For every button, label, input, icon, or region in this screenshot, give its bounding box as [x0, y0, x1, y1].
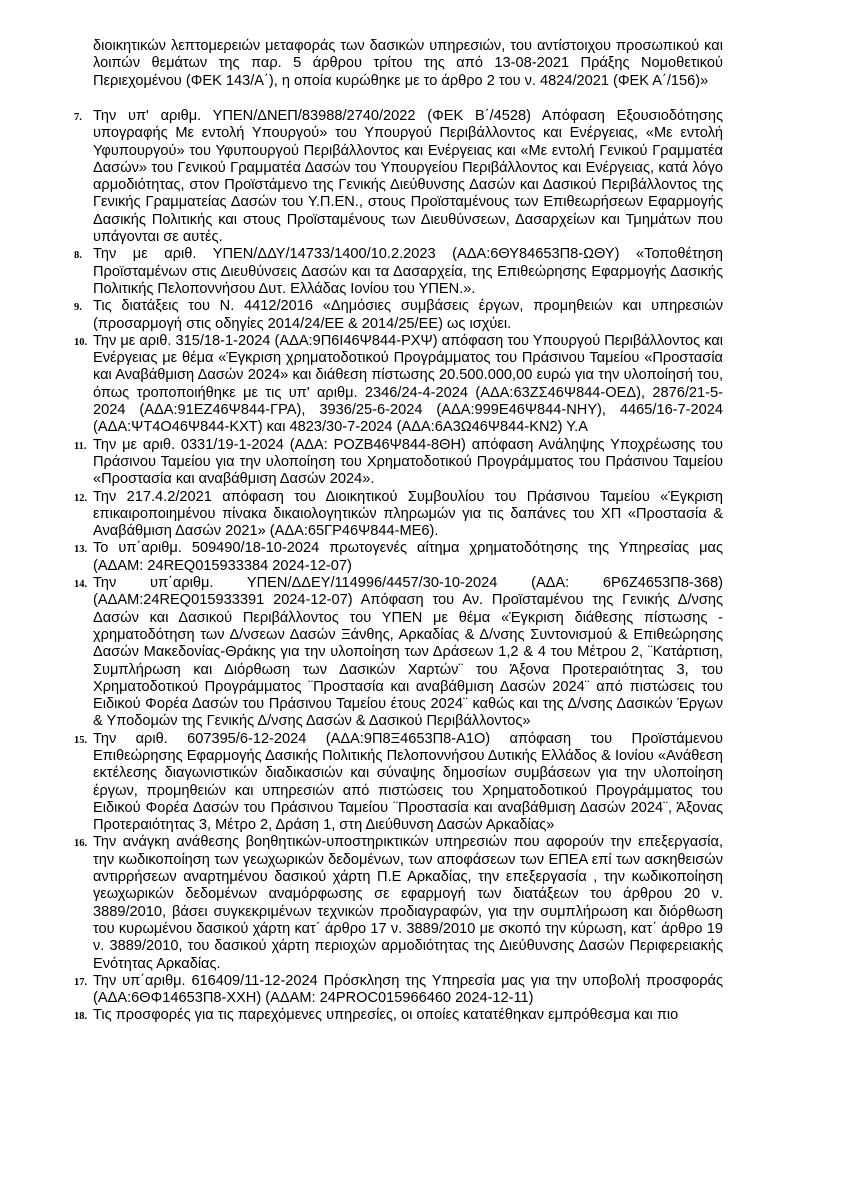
list-item — [0, 834, 723, 972]
item-number: 10. — [74, 336, 88, 348]
item-text: Την αριθ. 607395/6-12-2024 (ΑΔΑ:9Π8Ξ4653Π8-Α1Ο) απόφαση του Προϊστάμενου Επιθεώρησης Εφαρμογής Δασικής Πολιτικής Πελοποννήσου Δυτικής Ελλάδος & Ιονίου «Ανάθεση εκτέλεσης διαγωνιστικών διαδικασιών και σύναψης δημοσίων συμβάσεων για την υλοποίηση έργων, προμηθειών και υπηρεσιών από πιστώσεις του Χρηματοδοτικού Προγράμματος του Ειδικού Φορέα Δασών του Πράσινου Ταμείου ¨Προστασία και αναβάθμιση Δασών 2024¨, Άξονας Προτεραιότητας 3, Μέτρο 2, Δράση 1, στη Διεύθυνση Δασών Αρκαδίας» — [93, 730, 723, 834]
item-number: 12. — [74, 492, 88, 504]
list-item — [0, 489, 723, 541]
list-item — [0, 333, 723, 437]
item-text: Την με αριθ. 0331/19-1-2024 (ΑΔΑ: ΡΟΖΒ46Ψ844-8ΘΗ) απόφαση Ανάληψης Υποχρέωσης του Πράσινου Ταμείου για την υλοποίηση του Χρηματοδοτικού Προγράμματος του Πράσινου Ταμείου «Προστασία και αναβάθμιση Δασών 2024». — [93, 436, 723, 488]
item-number: 18. — [74, 1011, 88, 1023]
list-item — [0, 973, 723, 1008]
item-number: 16. — [74, 838, 88, 850]
list-item — [0, 298, 723, 333]
item-text: Το υπ΄αριθμ. 509490/18-10-2024 πρωτογενές αίτημα χρηματοδότησης της Υπηρεσίας μας (ΑΔΑΜ: 24REQ015933384 2024-12-07) — [93, 540, 723, 574]
intro-paragraph: διοικητικών λεπτομερειών μεταφοράς των δασικών υπηρεσιών, του αντίστοιχου προσωπικού και λοιπών θεμάτων της παρ. 5 άρθρου τρίτου της από 13-08-2021 Πράξης Νομοθετικού Περιεχομένου (ΦΕΚ 143/Α΄), η οποία κυρώθηκε με το άρθρο 2 του ν. 4824/2021 (ΦΕΚ Α΄/156)» — [93, 38, 723, 89]
item-text: Την υπ΄αριθμ. ΥΠΕΝ/ΔΔΕΥ/114996/4457/30-10-2024 (ΑΔΑ: 6Ρ6Ζ4653Π8-368) (ΑΔΑΜ:24REQ015933391 2024-12-07) Απόφαση του Αν. Προϊσταμένου της Γενικής Δ/νσης Δασών και Δασικού Περιβάλλοντος του ΥΠΕΝ με θέμα «Έγκριση διάθεσης πίστωσης - χρηματοδότηση των Δ/νσεων Δασών Ξάνθης, Αρκαδίας & Δ/νσης Συντονισμού & Επιθεώρησης Δασών Μακεδονίας-Θράκης για την υλοποίηση των Δράσεων 1,2 & 4 του Μέτρου 2, ¨Κατάρτιση, Συμπλήρωση και Διόρθωση των Δασικών Χαρτών¨ του Άξονα Προτεραιότητας 3, του Χρηματοδοτικού Προγράμματος ¨Προστασία και αναβάθμιση Δασών 2024¨ από πιστώσεις του Ειδικού Φορέα Δασών του Πράσινου Ταμείου έτους 2024¨ καθώς και της Δ/νσης Δασικών Έργων & Υποδομών της Γενικής Δ/νσης Δασών & Δασικού Περιβάλλοντος» — [93, 575, 723, 730]
list-item — [0, 1007, 723, 1024]
item-number: 9. — [74, 302, 82, 314]
item-number: 13. — [74, 544, 88, 556]
item-number: 17. — [74, 976, 88, 988]
item-number: 15. — [74, 734, 88, 746]
item-text: Τις προσφορές για τις παρεχόμενες υπηρεσίες, οι οποίες κατατέθηκαν εμπρόθεσμα και πιο — [93, 1007, 679, 1024]
list-item — [0, 246, 723, 298]
list-item — [0, 575, 723, 731]
item-text: Την με αριθ. 315/18-1-2024 (ΑΔΑ:9Π6Ι46Ψ844-ΡΧΨ) απόφαση του Υπουργού Περιβάλλοντος και Ενέργειας με θέμα «Έγκριση χρηματοδοτικού Προγράμματος του Πράσινου Ταμείου «Προστασία και Αναβάθμιση Δασών 2024» και διάθεση πίστωσης 20.500.000,00 ευρώ για την υλοποίησή του, όπως τροποποιήθηκε με τις υπ' αριθμ. 2346/24-4-2024 (ΑΔΑ:63ΖΣ46Ψ844-ΟΕΔ), 2876/21-5-2024 (ΑΔΑ:91ΕΖ46Ψ844-ΓΡΑ), 3936/25-6-2024 (ΑΔΑ:999Ε46Ψ844-ΝΗΥ), 4465/16-7-2024 (ΑΔΑ:ΨΤ4Ο46Ψ844-ΚΧΤ) και 4823/30-7-2024 (ΑΔΑ:6Α3Ω46Ψ844-ΚΝ2) Υ.Α — [93, 332, 724, 436]
list-item — [0, 540, 723, 575]
list-item — [0, 731, 723, 835]
item-text: Τις διατάξεις του Ν. 4412/2016 «Δημόσιες συμβάσεις έργων, προμηθειών και υπηρεσιών (προσαρμογή στις οδηγίες 2014/24/ΕΕ & 2014/25/ΕΕ) ως ισχύει. — [93, 298, 723, 332]
item-number: 11. — [74, 440, 87, 452]
item-text: Την ανάγκη ανάθεσης βοηθητικών-υποστηρικτικών υπηρεσιών που αφορούν την επεξεργασία, την κωδικοποίηση των γεωχωρικών δεδομένων, των αποφάσεων των ΕΠΕΑ επί των ασκηθεισών αντιρρήσεων αναρτημένου δασικού χάρτη Π.Ε Αρκαδίας, την επεξεργασία , την κωδικοποίηση γεωχωρικών δεδομένων αναμόρφωσης σε εφαρμογή των διατάξεων του άρθρου 20 ν. 3889/2010, βάσει συγκεκριμένων τεχνικών προδιαγραφών, για την συμπλήρωση και διόρθωση του κυρωμένου δασικού χάρτη κατ΄ άρθρο 17 ν. 3889/2010 με σκοπό την κύρωση, κατ΄ άρθρο 19 ν. 3889/2010, του δασικού χάρτη περιοχών αρμοδιότητας της Διεύθυνσης Δασών Περιφερειακής Ενότητας Αρκαδίας. — [93, 834, 723, 972]
list-item — [0, 108, 723, 246]
item-text: Την υπ΄αριθμ. 616409/11-12-2024 Πρόσκληση της Υπηρεσία μας για την υποβολή προσφοράς (ΑΔΑ:6ΘΦ14653Π8-ΧΧΗ) (ΑΔΑΜ: 24PROC015966460 2024-12-11) — [93, 972, 723, 1007]
item-number: 7. — [74, 112, 82, 123]
considerations-list — [0, 108, 849, 1025]
item-number: 14. — [74, 579, 88, 591]
item-text: Την υπ' αριθμ. ΥΠΕΝ/ΔΝΕΠ/83988/2740/2022 (ΦΕΚ Β΄/4528) Απόφαση Εξουσιοδότησης υπογραφής Με εντολή Υπουργού» του Υπουργού Περιβάλλοντος και Ενέργειας, «Με εντολή Υφυπουργού» του Υφυπουργού Περιβάλλοντος και Ενέργειας και «Με εντολή Γενικού Γραμματέα Δασών» του Γενικού Γραμματέα Δασών του Υπουργείου Περιβάλλοντος και Ενέργειας, κατά λόγο αρμοδιότητας, στον Προϊστάμενο της Γενικής Διεύθυνσης Δασών και Δασικού Περιβάλλοντος της Γενικής Γραμματείας Δασών του Υ.Π.ΕΝ., στους Προϊσταμένους των Επιθεωρήσεων Εφαρμογής Δασικής Πολιτικής και στους Προϊσταμένους των Διευθύνσεων, Δασαρχείων και Τμημάτων που υπάγονται σε αυτές. — [93, 108, 723, 246]
item-text: Την με αριθ. ΥΠΕΝ/ΔΔΥ/14733/1400/10.2.2023 (ΑΔΑ:6ΘΥ84653Π8-ΩΘΥ) «Τοποθέτηση Προϊσταμένων στις Διευθύνσεις Δασών και τα Δασαρχεία, της Επιθεώρησης Εφαρμογής Δασικής Πολιτικής Πελοποννήσου Δυτ. Ελλάδας Ιονίου του ΥΠΕΝ.». — [93, 246, 723, 297]
item-text: Την 217.4.2/2021 απόφαση του Διοικητικού Συμβουλίου του Πράσινου Ταμείου «Έγκριση επικαιροποιημένου πίνακα δικαιολογητικών πληρωμών για τις δαπάνες του ΧΠ «Προστασία & Αναβάθμιση Δασών 2021» (ΑΔΑ:65ΓΡ46Ψ844-ΜΕ6). — [93, 488, 723, 540]
list-item — [0, 437, 723, 489]
item-number: 8. — [74, 250, 82, 262]
